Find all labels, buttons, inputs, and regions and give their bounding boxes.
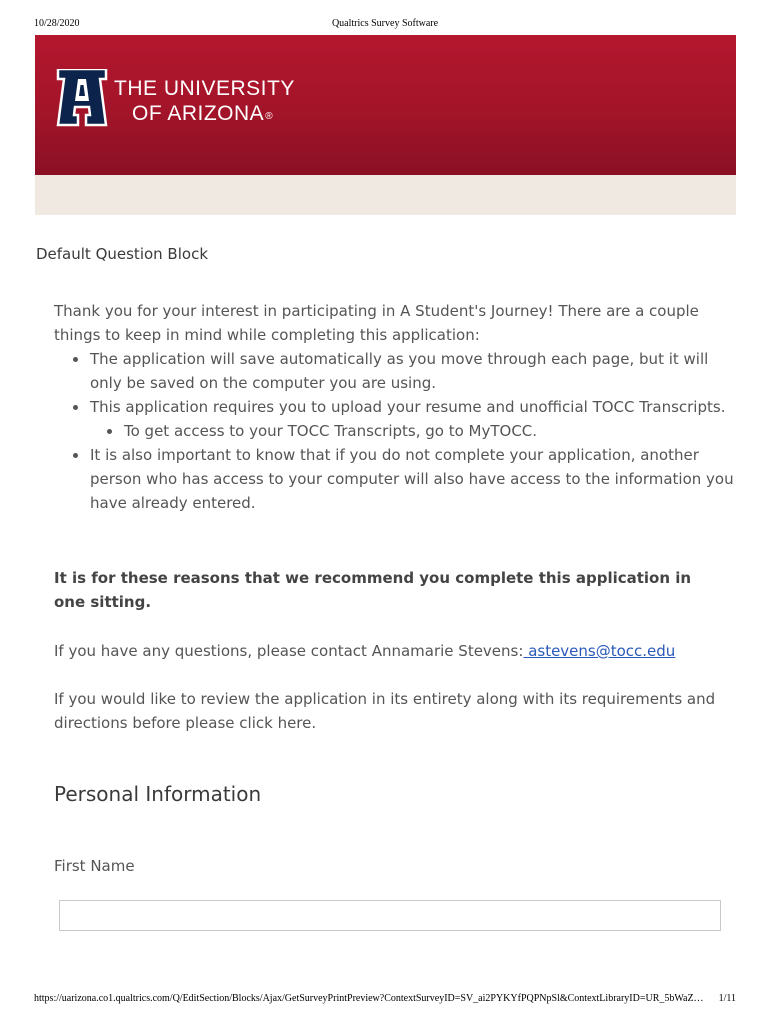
section-title: Personal Information (54, 782, 262, 806)
intro-list (54, 347, 734, 515)
header-strip (35, 175, 736, 215)
block-a-logo-icon (56, 69, 108, 127)
first-name-input[interactable] (59, 900, 721, 931)
sub-list (90, 419, 734, 443)
contact-text: If you have any questions, please contact Annamarie Stevens: astevens@tocc.edu (54, 642, 676, 660)
list-item: The application will save automatically as you move through each page, but it will only be saved on the computer you are using. (90, 347, 734, 395)
first-name-label: First Name (54, 857, 135, 875)
print-title: Qualtrics Survey Software (331, 18, 439, 29)
university-logo (56, 69, 295, 129)
print-date: 10/28/2020 (34, 18, 80, 29)
registered-mark: ® (265, 111, 274, 122)
list-item: It is also important to know that if you do not complete your application, another person who has access to your computer will also have access to the information you have already entered. (90, 443, 734, 515)
logo-line-2: OF ARIZONA® (132, 102, 274, 125)
intro-paragraph: Thank you for your interest in participating in A Student's Journey! There are a couple things to keep in mind while completing this application: (54, 302, 699, 344)
sub-list-item: To get access to your TOCC Transcripts, go to MyTOCC. (124, 419, 734, 443)
print-url: https://uarizona.co1.qualtrics.com/Q/EditSection/Blocks/Ajax/GetSurveyPrintPreview?ContextSurveyID=SV_ai2PYKYfPQPNpSl&ContextLibraryID=UR_5bWaZ… (34, 993, 704, 1004)
recommendation-text: It is for these reasons that we recommend you complete this application in one sitting. (54, 569, 692, 611)
page-number: 1/11 (718, 993, 736, 1004)
logo-line-1: THE UNIVERSITY (114, 77, 295, 100)
print-header (0, 18, 770, 32)
review-text: If you would like to review the application in its entirety along with its requirements and directions before please click here. (54, 690, 716, 732)
intro-text (54, 299, 734, 515)
block-title: Default Question Block (36, 245, 209, 263)
list-item: This application requires you to upload your resume and unofficial TOCC Transcripts. To get access to your TOCC Transcripts, go to MyTOCC. (90, 395, 734, 443)
email-link[interactable]: astevens@tocc.edu (523, 642, 676, 660)
print-footer (0, 993, 770, 1007)
